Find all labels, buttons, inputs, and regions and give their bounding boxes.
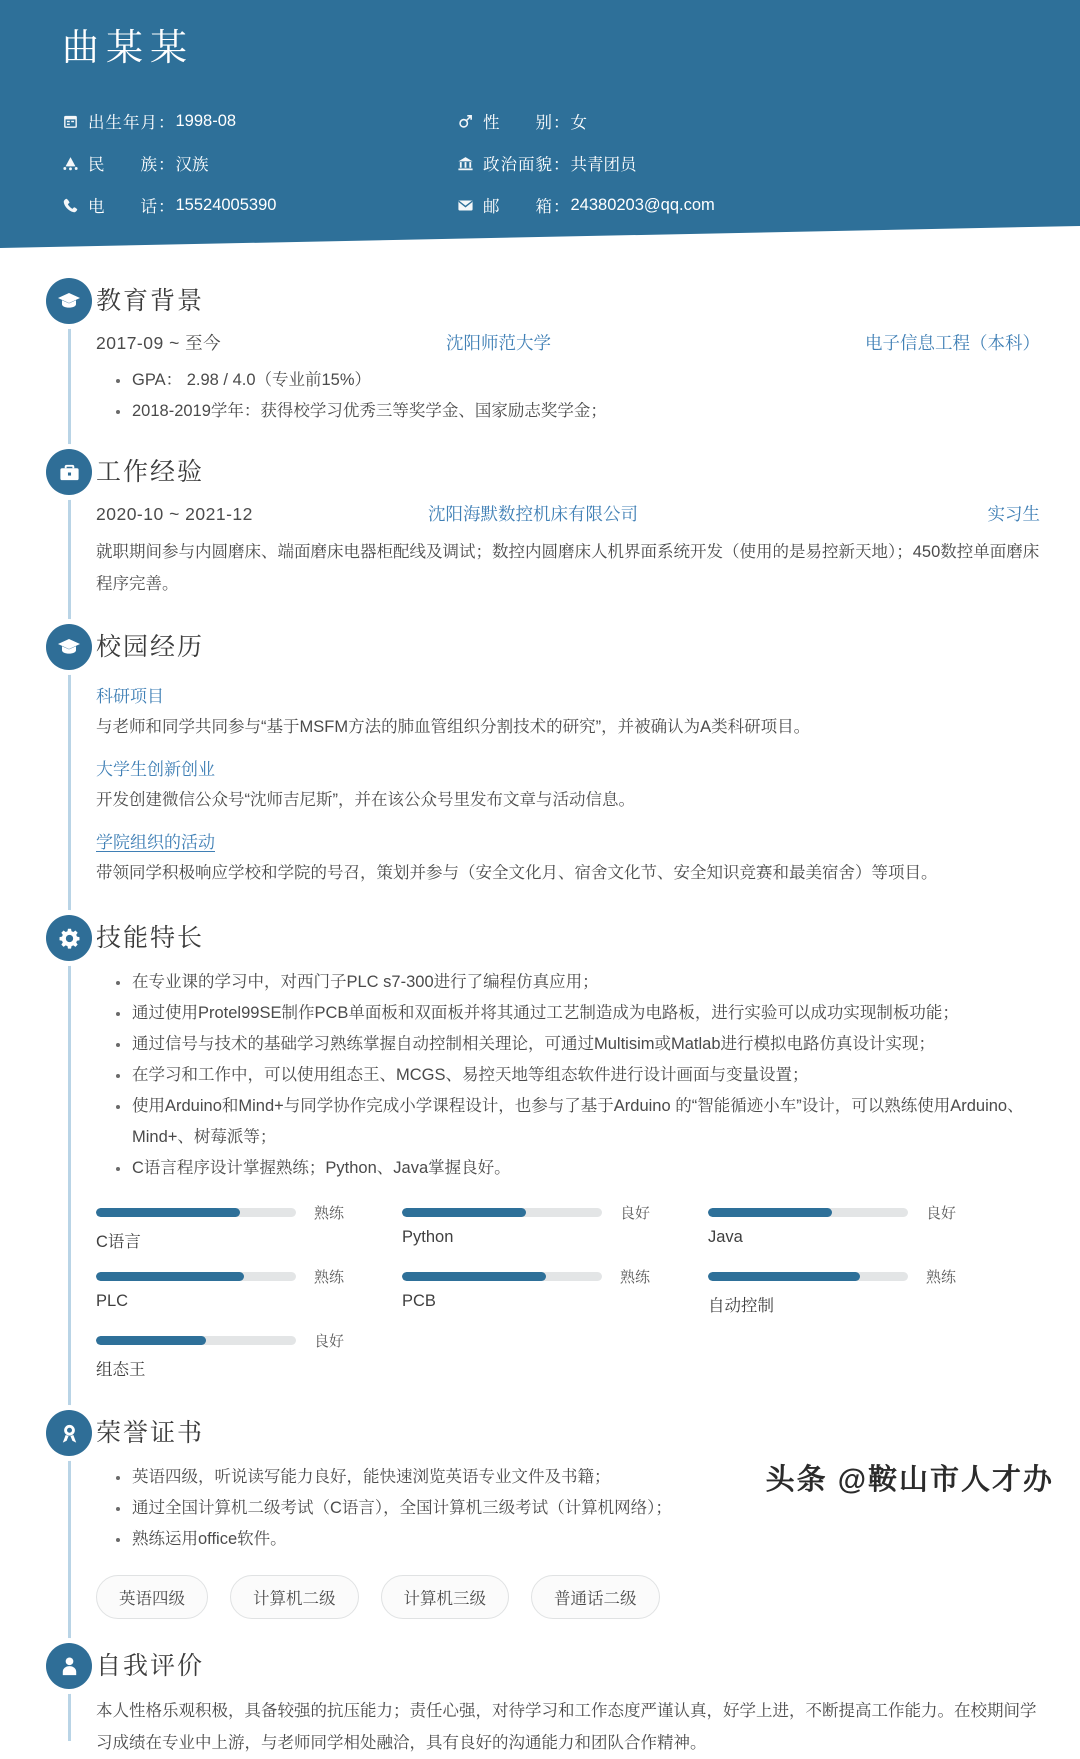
education-school: 沈阳师范大学 <box>446 333 551 353</box>
skill-name: C语言 <box>96 1233 141 1251</box>
skill-bar-fill <box>96 1272 244 1281</box>
list-item: 英语四级，听说读写能力良好，能快速浏览英语专业文件及书籍； <box>116 1462 1040 1493</box>
info-label: 电 话： <box>88 198 176 217</box>
info-label: 性 别： <box>483 114 571 133</box>
info-value: 汉族 <box>175 156 209 175</box>
section-work <box>0 449 1080 600</box>
skill-item <box>96 1202 402 1252</box>
section-education <box>0 278 1080 427</box>
list-item: 熟练运用office软件。 <box>116 1524 1040 1555</box>
campus-text-activities: 带领同学积极响应学校和学院的号召，策划并参与（安全文化月、宿舍文化节、安全知识竞赛和最美宿舍）等项目。 <box>96 864 938 882</box>
skill-bar-track <box>96 1208 296 1217</box>
section-title: 技能特长 <box>96 924 205 952</box>
skill-level: 熟练 <box>620 1269 651 1286</box>
skill-name: PLC <box>96 1292 129 1310</box>
skill-level: 良好 <box>314 1333 345 1350</box>
skill-name: 组态王 <box>96 1361 146 1379</box>
list-item: GPA： 2.98 / 4.0（专业前15%） <box>116 365 1040 396</box>
graduation-cap-icon <box>46 278 92 324</box>
resume-body <box>0 278 1080 1759</box>
skill-bar-track <box>96 1336 296 1345</box>
bank-icon <box>457 155 483 172</box>
skill-name: Java <box>708 1228 743 1246</box>
education-major: 电子信息工程（本科） <box>865 333 1040 353</box>
watermark: 头条 @鞍山市人才办 <box>765 1464 1054 1496</box>
skill-name: 自动控制 <box>708 1297 774 1315</box>
education-date: 2017-09 ~ 至今 <box>96 333 222 353</box>
info-label: 民 族： <box>88 156 176 175</box>
mail-icon <box>457 197 483 214</box>
section-honors <box>0 1410 1080 1619</box>
skill-name: PCB <box>402 1292 436 1310</box>
skill-bar-fill <box>402 1208 526 1217</box>
skill-item <box>402 1202 708 1252</box>
skill-bar-track <box>402 1208 602 1217</box>
skill-bar-track <box>96 1272 296 1281</box>
skill-item <box>96 1266 402 1316</box>
skill-item <box>708 1266 1014 1316</box>
list-item: 2018-2019学年：获得校学习优秀三等奖学金、国家励志奖学金； <box>116 396 1040 427</box>
list-item: 通过全国计算机二级考试（C语言），全国计算机三级考试（计算机网络）； <box>116 1493 1040 1524</box>
work-description: 就职期间参与内圆磨床、端面磨床电器柜配线及调试；数控内圆磨床人机界面系统开发（使用的是易控新天地）；450数控单面磨床程序完善。 <box>96 543 1040 593</box>
skills-bullets <box>96 967 1040 1184</box>
skill-level: 熟练 <box>314 1269 345 1286</box>
section-title: 荣誉证书 <box>96 1419 205 1447</box>
info-value: 女 <box>570 114 587 133</box>
skill-level: 良好 <box>926 1205 957 1222</box>
education-bullets <box>96 365 1040 427</box>
gear-icon <box>46 915 92 961</box>
info-ethnicity <box>62 142 457 184</box>
gender-icon <box>457 113 483 130</box>
resume-header <box>0 0 1080 252</box>
skill-level: 熟练 <box>314 1205 345 1222</box>
info-label: 政治面貌： <box>483 156 571 175</box>
calendar-icon <box>62 113 88 130</box>
skill-level: 熟练 <box>926 1269 957 1286</box>
skill-bars-grid <box>96 1202 1016 1394</box>
status-badge: 计算机二级 <box>230 1575 359 1619</box>
page-title: 曲某某 <box>62 27 194 68</box>
skill-bar-fill <box>402 1272 546 1281</box>
work-date: 2020-10 ~ 2021-12 <box>96 504 253 524</box>
skill-item <box>402 1266 708 1316</box>
section-title: 自我评价 <box>96 1652 205 1680</box>
info-birthdate <box>62 100 457 142</box>
skill-bar-fill <box>96 1336 206 1345</box>
campus-text-research: 与老师和同学共同参与“基于MSFM方法的肺血管组织分割技术的研究”，并被确认为A类科研项目。 <box>96 718 811 736</box>
phone-icon <box>62 197 88 214</box>
work-position: 实习生 <box>987 504 1040 524</box>
list-item: 通过使用Protel99SE制作PCB单面板和双面板并将其通过工艺制造成为电路板，进行实验可以成功实现制板功能； <box>116 998 1040 1029</box>
info-label: 出生年月： <box>88 114 176 133</box>
campus-subtitle-startup: 大学生创新创业 <box>96 760 215 779</box>
person-icon <box>46 1643 92 1689</box>
status-badge: 英语四级 <box>96 1575 208 1619</box>
skill-bar-track <box>708 1272 908 1281</box>
list-item: 通过信号与技术的基础学习熟练掌握自动控制相关理论，可通过Multisim或Matlab进行模拟电路仿真设计实现； <box>116 1029 1040 1060</box>
info-value: 共青团员 <box>570 156 637 175</box>
info-label: 邮 箱： <box>483 198 571 217</box>
info-value: 1998-08 <box>175 111 237 130</box>
info-phone <box>62 184 457 226</box>
info-email <box>457 184 852 226</box>
skill-name: Python <box>402 1228 454 1246</box>
list-item: 在专业课的学习中，对西门子PLC s7-300进行了编程仿真应用； <box>116 967 1040 998</box>
section-title: 校园经历 <box>96 633 205 661</box>
skill-bar-track <box>708 1208 908 1217</box>
work-company: 沈阳海默数控机床有限公司 <box>428 504 638 524</box>
skill-item <box>708 1202 1014 1252</box>
skill-level: 良好 <box>620 1205 651 1222</box>
list-item: C语言程序设计掌握熟练；Python、Java掌握良好。 <box>116 1153 1040 1184</box>
section-title: 工作经验 <box>96 458 205 486</box>
work-entry-header <box>96 501 1040 526</box>
status-badge: 普通话二级 <box>531 1575 660 1619</box>
medal-icon <box>46 1410 92 1456</box>
skill-bar-fill <box>708 1208 832 1217</box>
info-gender <box>457 100 852 142</box>
campus-subtitle-research: 科研项目 <box>96 687 164 706</box>
info-value: 24380203@qq.com <box>570 195 715 214</box>
campus-text-startup: 开发创建微信公众号“沈师吉尼斯”，并在该公众号里发布文章与活动信息。 <box>96 791 635 809</box>
certificate-tags <box>96 1575 1040 1619</box>
section-title: 教育背景 <box>96 287 205 315</box>
campus-subtitle-activities: 学院组织的活动 <box>96 833 215 852</box>
list-item: 使用Arduino和Mind+与同学协作完成小学课程设计，也参与了基于Arduino 的“智能循迹小车”设计，可以熟练使用Arduino、Mind+、树莓派等； <box>116 1091 1040 1153</box>
status-badge: 计算机三级 <box>381 1575 510 1619</box>
skill-bar-track <box>402 1272 602 1281</box>
graduation-cap-icon <box>46 624 92 670</box>
ethnicity-icon <box>62 155 88 172</box>
skill-bar-fill <box>96 1208 240 1217</box>
education-entry-header <box>96 330 1040 355</box>
briefcase-icon <box>46 449 92 495</box>
skill-bar-fill <box>708 1272 860 1281</box>
info-political-status <box>457 142 852 184</box>
section-skills <box>0 915 1080 1394</box>
self-evaluation-text: 本人性格乐观积极，具备较强的抗压能力；责任心强，对待学习和工作态度严谨认真，好学上进，不断提高工作能力。在校期间学习成绩在专业中上游，与老师同学相处融洽，具有良好的沟通能力和团队合作精神。 <box>96 1702 1037 1752</box>
section-campus <box>0 624 1080 889</box>
list-item: 在学习和工作中，可以使用组态王、MCGS、易控天地等组态软件进行设计画面与变量设置； <box>116 1060 1040 1091</box>
skill-item <box>96 1330 402 1380</box>
personal-info-grid <box>62 100 1002 226</box>
section-self-evaluation <box>0 1643 1080 1759</box>
info-value: 15524005390 <box>175 195 277 214</box>
